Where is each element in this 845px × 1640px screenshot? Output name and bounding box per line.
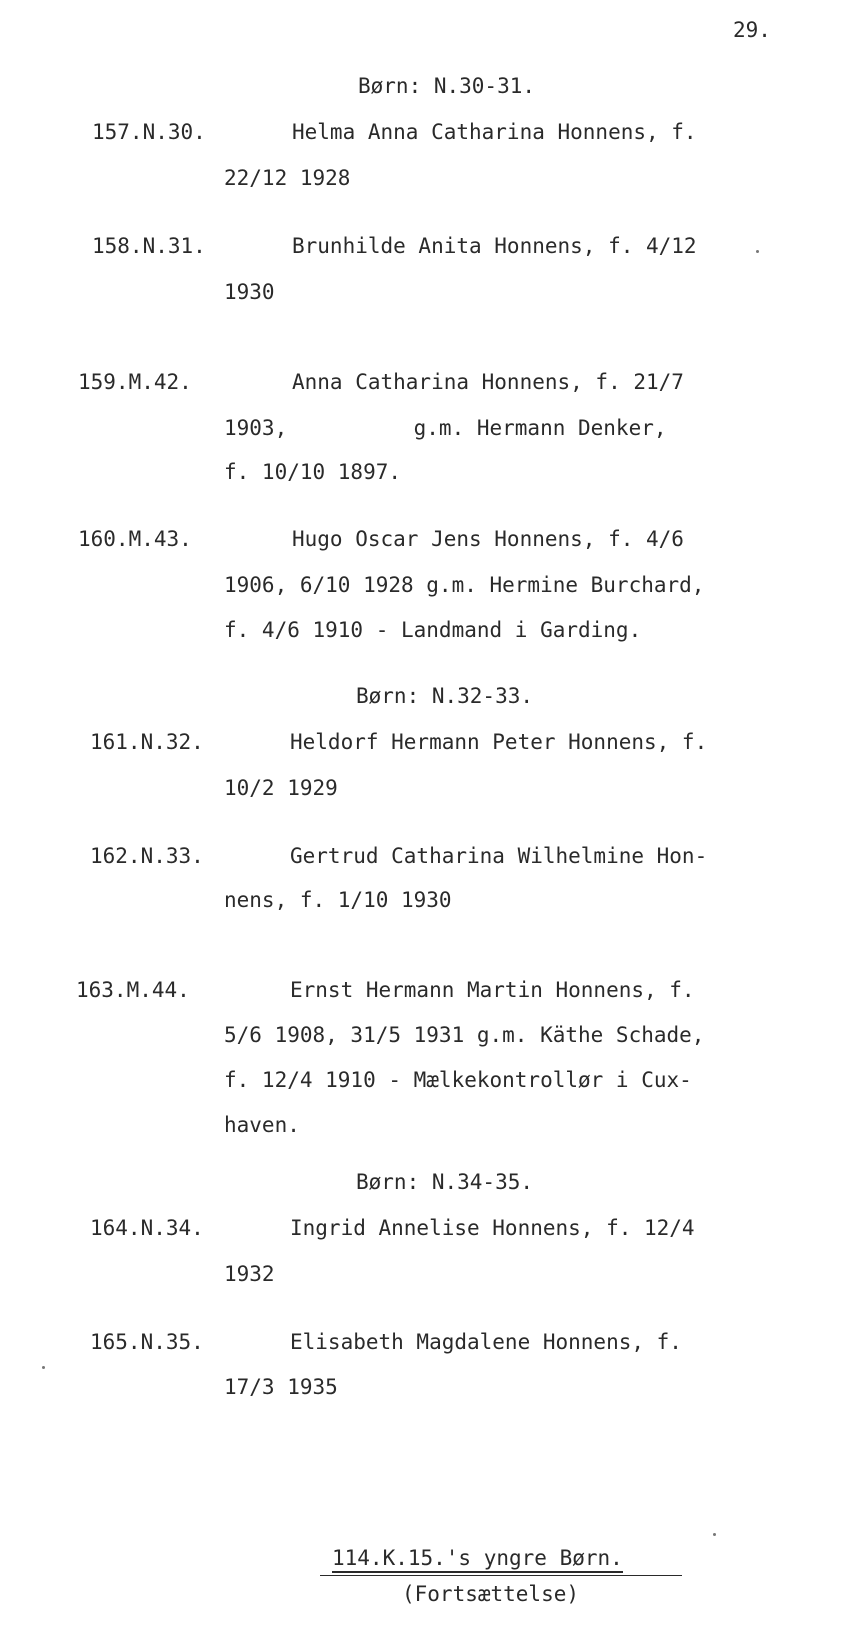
entry-line: f. 4/6 1910 - Landmand i Garding. bbox=[224, 618, 642, 642]
entry-id: 158.N.31. bbox=[92, 234, 206, 258]
entry-line: 1930 bbox=[224, 280, 275, 304]
entry-id: 160.M.43. bbox=[78, 527, 192, 551]
entry-id: 163.M.44. bbox=[76, 978, 190, 1002]
entry-id: 157.N.30. bbox=[92, 120, 206, 144]
section-heading: Børn: N.32-33. bbox=[356, 684, 534, 708]
entry-id: 164.N.34. bbox=[90, 1216, 204, 1240]
footer-title: 114.K.15.'s yngre Børn. bbox=[332, 1546, 623, 1573]
entry-line: 1906, 6/10 1928 g.m. Hermine Burchard, bbox=[224, 573, 705, 597]
entry-line: 5/6 1908, 31/5 1931 g.m. Käthe Schade, bbox=[224, 1023, 705, 1047]
scan-speck bbox=[42, 1366, 45, 1369]
entry-line: Ingrid Annelise Honnens, f. 12/4 bbox=[290, 1216, 695, 1240]
entry-line: Elisabeth Magdalene Honnens, f. bbox=[290, 1330, 682, 1354]
entry-line: Gertrud Catharina Wilhelmine Hon- bbox=[290, 844, 708, 868]
entry-line: Anna Catharina Honnens, f. 21/7 bbox=[292, 370, 684, 394]
entry-line: Heldorf Hermann Peter Honnens, f. bbox=[290, 730, 708, 754]
section-heading: Børn: N.30-31. bbox=[358, 74, 536, 98]
entry-line: 22/12 1928 bbox=[224, 166, 351, 190]
entry-id: 159.M.42. bbox=[78, 370, 192, 394]
footer-rule bbox=[320, 1575, 682, 1576]
scan-speck bbox=[756, 250, 759, 253]
entry-id: 165.N.35. bbox=[90, 1330, 204, 1354]
entry-line: 1903, g.m. Hermann Denker, bbox=[224, 416, 667, 440]
entry-id: 161.N.32. bbox=[90, 730, 204, 754]
scan-speck bbox=[713, 1533, 716, 1536]
entry-line: nens, f. 1/10 1930 bbox=[224, 888, 452, 912]
entry-line: Helma Anna Catharina Honnens, f. bbox=[292, 120, 697, 144]
entry-line: 17/3 1935 bbox=[224, 1375, 338, 1399]
page-number: 29. bbox=[733, 18, 771, 42]
section-heading: Børn: N.34-35. bbox=[356, 1170, 534, 1194]
entry-line: 10/2 1929 bbox=[224, 776, 338, 800]
entry-line: Ernst Hermann Martin Honnens, f. bbox=[290, 978, 695, 1002]
entry-line: f. 12/4 1910 - Mælkekontrollør i Cux- bbox=[224, 1068, 692, 1092]
entry-line: Hugo Oscar Jens Honnens, f. 4/6 bbox=[292, 527, 684, 551]
entry-line: f. 10/10 1897. bbox=[224, 460, 402, 484]
entry-line: 1932 bbox=[224, 1262, 275, 1286]
footer-subtitle: (Fortsættelse) bbox=[402, 1582, 580, 1606]
entry-line: Brunhilde Anita Honnens, f. 4/12 bbox=[292, 234, 697, 258]
entry-id: 162.N.33. bbox=[90, 844, 204, 868]
entry-line: haven. bbox=[224, 1113, 300, 1137]
